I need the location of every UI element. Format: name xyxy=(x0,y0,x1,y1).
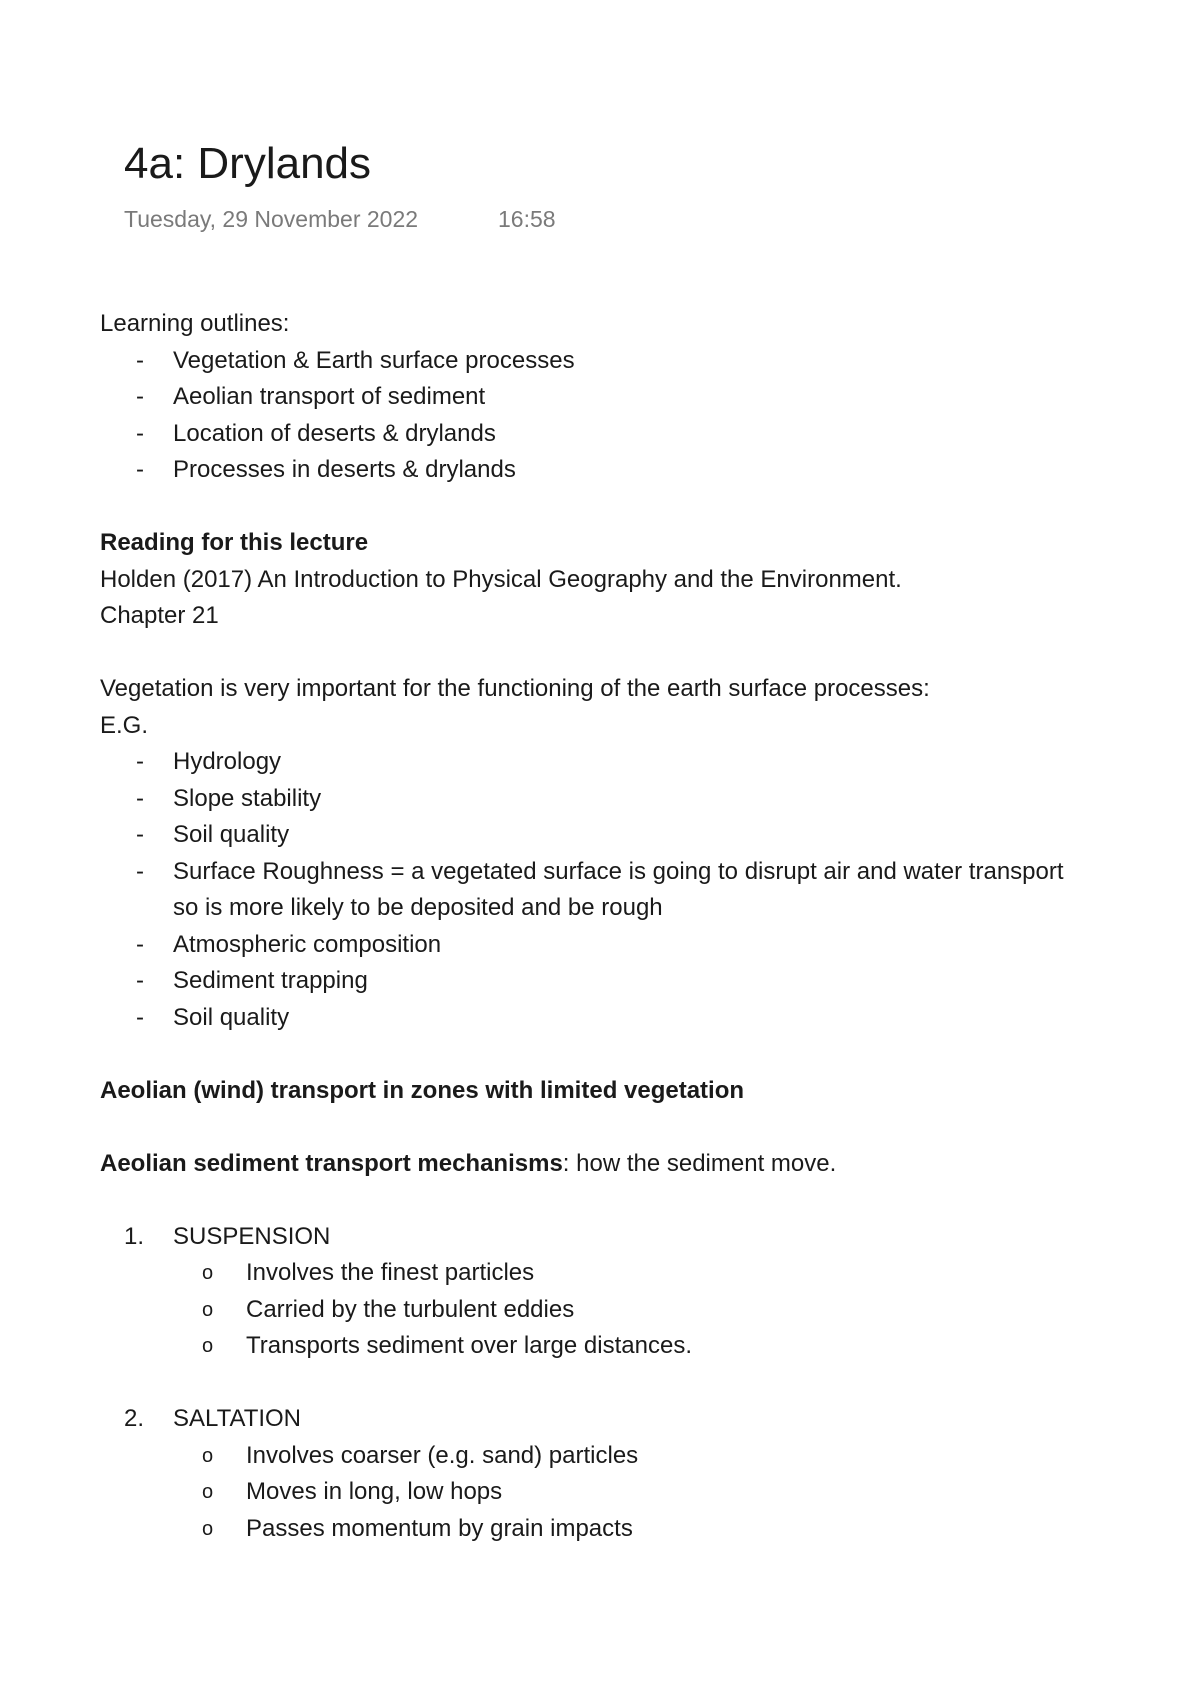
mechanisms-line xyxy=(100,1146,1100,1183)
circle-bullet: o xyxy=(202,1481,214,1503)
sub-list-item: o Passes momentum by grain impacts xyxy=(100,1511,1100,1548)
list-item: - Aeolian transport of sediment xyxy=(100,379,1100,416)
dash-bullet: - xyxy=(136,821,144,848)
circle-bullet: o xyxy=(202,1262,214,1284)
note-time: 16:58 xyxy=(498,206,556,232)
list-item: - Soil quality xyxy=(100,1000,1100,1037)
list-item: - Processes in deserts & drylands xyxy=(100,452,1100,489)
mechanism-suspension xyxy=(100,1219,1100,1365)
dash-bullet: - xyxy=(136,748,144,775)
dash-bullet: - xyxy=(136,930,144,958)
item-number: 2. xyxy=(124,1405,145,1432)
list-item: - Slope stability xyxy=(100,781,1100,818)
learning-outlines-heading: Learning outlines: xyxy=(100,310,290,337)
vegetation-eg: E.G. xyxy=(100,711,149,739)
list-item: - Vegetation & Earth surface processes xyxy=(100,343,1100,380)
list-item: - Location of deserts & drylands xyxy=(100,416,1100,453)
dash-bullet: - xyxy=(136,857,144,885)
dash-bullet: - xyxy=(136,383,144,410)
note-body xyxy=(100,306,1100,1547)
vegetation-list xyxy=(100,744,1100,1036)
circle-bullet: o xyxy=(202,1298,214,1321)
reading-reference: Holden (2017) An Introduction to Physical Geography and the Environment. xyxy=(100,565,902,593)
list-item: - Surface Roughness = a vegetated surface is going to disrupt air and water transport so is more likely to be deposited and be rough xyxy=(100,854,1100,927)
reading-heading: Reading for this lecture xyxy=(100,529,369,556)
aeolian-heading: Aeolian (wind) transport in zones with limited vegetation xyxy=(100,1076,745,1104)
list-item: - Hydrology xyxy=(100,744,1100,781)
sub-list-item: o Involves the finest particles xyxy=(100,1255,1100,1292)
numbered-item xyxy=(100,1401,1100,1438)
circle-bullet: o xyxy=(202,1517,214,1540)
learning-outlines-list xyxy=(100,343,1100,489)
list-item: - Soil quality xyxy=(100,817,1100,854)
reading-chapter: Chapter 21 xyxy=(100,602,219,629)
item-number: 1. xyxy=(124,1222,145,1250)
circle-bullet: o xyxy=(202,1444,214,1467)
sub-list-item: o Transports sediment over large distances. xyxy=(100,1328,1100,1365)
list-item: - Atmospheric composition xyxy=(100,927,1100,964)
dash-bullet: - xyxy=(136,967,144,994)
dash-bullet: - xyxy=(136,456,144,483)
dash-bullet: - xyxy=(136,1003,144,1031)
note-date: Tuesday, 29 November 2022 xyxy=(124,206,419,232)
page-title: 4a: Drylands xyxy=(124,139,372,188)
list-item: - Sediment trapping xyxy=(100,963,1100,1000)
sub-list-item: o Carried by the turbulent eddies xyxy=(100,1292,1100,1329)
sub-list-item: o Moves in long, low hops xyxy=(100,1474,1100,1511)
mechanism-saltation xyxy=(100,1401,1100,1547)
mechanisms-label: Aeolian sediment transport mechanisms xyxy=(100,1149,563,1177)
circle-bullet: o xyxy=(202,1335,214,1357)
dash-bullet: - xyxy=(136,346,144,374)
numbered-item xyxy=(100,1219,1100,1256)
mechanisms-description: : how the sediment move. xyxy=(562,1149,837,1177)
dash-bullet: - xyxy=(136,784,144,812)
mechanism-name: SUSPENSION xyxy=(173,1222,331,1250)
dash-bullet: - xyxy=(136,419,144,447)
vegetation-intro: Vegetation is very important for the functioning of the earth surface processes: xyxy=(100,675,930,702)
sub-list-item: o Involves coarser (e.g. sand) particles xyxy=(100,1438,1100,1475)
note-timestamp xyxy=(124,204,556,234)
mechanism-name: SALTATION xyxy=(173,1405,302,1432)
